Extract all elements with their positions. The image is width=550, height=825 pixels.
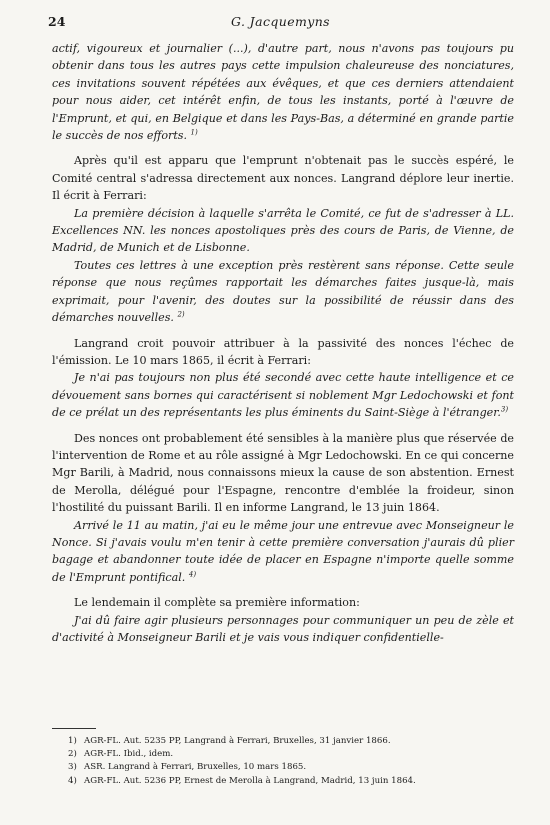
footnote-item: 1) AGR-FL. Aut. 5235 PP, Langrand à Ferrari, Bruxelles, 31 janvier 1866. <box>68 736 391 746</box>
paragraph-next-day: Le lendemain il complète sa première information: <box>74 596 360 610</box>
quote-ledochowski: Je n'ai pas toujours non plus été secondé avec cette haute intelligence et ce dévouement sans bornes qui caractérisent si noblement Mgr Ledochowski et font de ce prélat un des représentants les plus éminents du Saint-Siège à l'étranger.$^{3)}$ <box>52 371 514 420</box>
running-title: G. Jacquemyns <box>231 14 330 29</box>
footnote-ref-1: 1) <box>190 128 198 137</box>
footnote-item: 3) ASR. Langrand à Ferrari, Bruxelles, 10 mars 1865. <box>68 762 307 773</box>
footnote-ref-4: 4) <box>188 570 197 579</box>
paragraph-passivity: Langrand croit pouvoir attribuer à la passivité des nonces l'échec de l'émission. Le 10 mars 1865, il écrit à Ferrari: <box>52 336 514 367</box>
quote-continuation: actif, vigoureux et journalier (...), d'autre part, nous n'avons pas toujours pu obtenir dans tous les autres pays cette impulsion chaleureuse des nonciatures, ces invitations souvent répétées aux évêques, et que ces derniers attendaient pour nous aider, cet intérêt enfin, de tous les instants, porté à l'œuvre de l'Emprunt, et qui, en Belgique et dans les Pays-Bas, a déterminé en grande partie le succès de nos efforts. $^{1)}$ <box>52 42 514 143</box>
footnote-item: 2) AGR-FL. Ibid., idem. <box>68 749 174 760</box>
page-header <box>48 14 513 34</box>
quote-barili-zeal: J'ai dû faire agir plusieurs personnages pour communiquer un peu de zèle et d'activité à Monseigneur Barili et je vais vous indiquer confidentielle- <box>52 613 514 644</box>
page-number: 24 <box>48 14 66 29</box>
footnote-ref-3: 3) <box>500 405 509 414</box>
paragraph-nonces-appeal: Après qu'il est apparu que l'emprunt n'obtenait pas le succès espéré, le Comité central s'adressa directement aux nonces. Langrand déplore leur inertie. Il écrit à Ferrari: <box>52 154 514 203</box>
paragraph-barili: Des nonces ont probablement été sensibles à la manière plus que réservée de l'intervention de Rome et au rôle assigné à Mgr Ledochowski. En ce qui concerne Mgr Barili, à Madrid, nous connaissons mieux la cause de son abstention. Ernest de Merolla, délégué pour l'Espagne, rencontre d'emblée la froideur, sinon l'hostilité du puissant Barili. Il en informe Langrand, le 13 juin 1864. <box>52 431 514 515</box>
quote-letters-unanswered: Toutes ces lettres à une exception près restèrent sans réponse. Cette seule réponse que nous reçûmes rapportait les démarches faites jusque-là, mais exprimait, pour l'avenir, des doutes sur la possibilité de réussir dans des démarches nouvelles. $^{2)}$ <box>52 258 514 325</box>
footnote-item: 4) AGR-FL. Aut. 5236 PP, Ernest de Merolla à Langrand, Madrid, 13 juin 1864. <box>68 775 416 786</box>
quote-merolla-arrival: Arrivé le 11 au matin, j'ai eu le même jour une entrevue avec Monseigneur le Nonce. Si j'avais voulu m'en tenir à cette première conversation j'aurais dû plier bagage et abandonner toute idée de placer en Espagne n'importe quelle somme de l'Emprunt pontifical. $^{4)}$ <box>52 518 514 584</box>
footnote-ref-2: 2) <box>177 310 185 319</box>
footnotes <box>68 735 514 788</box>
main-text <box>52 40 514 646</box>
quote-committee-decision: La première décision à laquelle s'arrêta le Comité, ce fut de s'adresser à LL. Excellences NN. les nonces apostoliques près des cours de Paris, de Vienne, de Madrid, de Munich et de Lisbonne. <box>52 206 514 255</box>
footnote-divider <box>52 728 96 729</box>
